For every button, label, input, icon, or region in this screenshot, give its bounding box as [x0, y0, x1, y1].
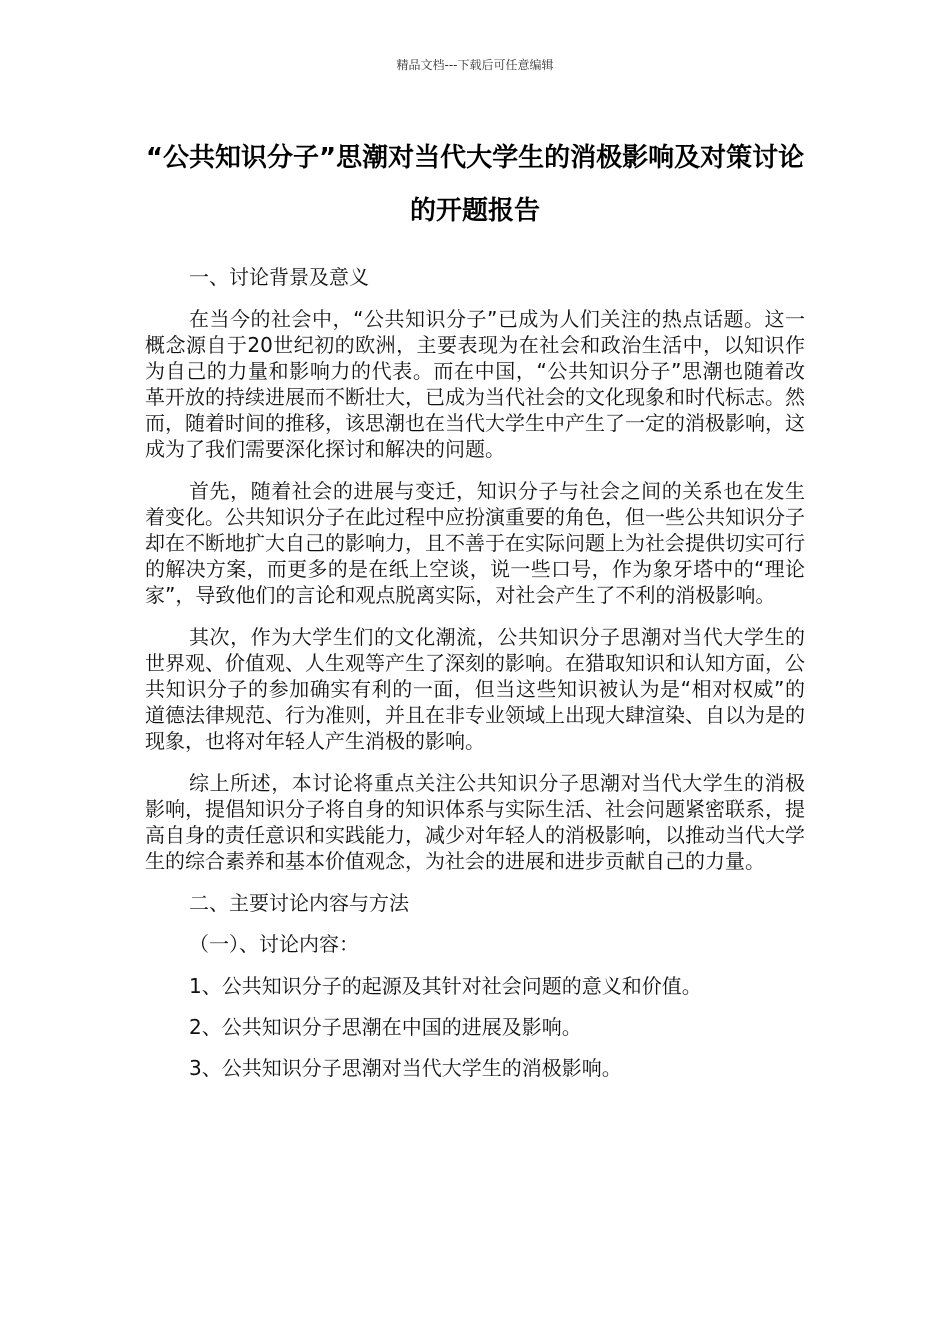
list-item: 3、公共知识分子思潮对当代大学生的消极影响。 — [189, 1056, 622, 1080]
section-heading-content-method: 二、主要讨论内容与方法 — [189, 891, 409, 915]
section-heading-background: 一、讨论背景及意义 — [189, 265, 369, 289]
list-item: 1、公共知识分子的起源及其针对社会问题的意义和价值。 — [189, 974, 702, 998]
page-header: 精品文档---下载后可任意编辑 — [396, 58, 554, 72]
paragraph-first-point: 首先，随着社会的进展与变迁，知识分子与社会之间的关系也在发生着变化。公共知识分子在此过程中应扮演重要的角色，但一些公共知识分子却在不断地扩大自己的影响力，且不善于在实际问题上为社会提供切实可行的解决方案，而更多的是在纸上空谈，说一些口号，作为象牙塔中的“理论家”，导致他们的言论和观点脱离实际，对社会产生了不利的消极影响。 — [145, 479, 805, 607]
paragraph-background: 在当今的社会中，“公共知识分子”已成为人们关注的热点话题。这一概念源自于20世纪初的欧洲，主要表现为在社会和政治生活中，以知识作为自己的力量和影响力的代表。而在中国，“公共知识分子”思潮也随着改革开放的持续进展而不断壮大，已成为当代社会的文化现象和时代标志。然而，随着时间的推移，该思潮也在当代大学生中产生了一定的消极影响，这成为了我们需要深化探讨和解决的问题。 — [145, 307, 805, 461]
list-item: 2、公共知识分子思潮在中国的进展及影响。 — [189, 1015, 582, 1039]
document-title: “公共知识分子”思潮对当代大学生的消极影响及对策讨论的开题报告 — [145, 143, 805, 226]
sub-heading-research-content: （一）、讨论内容： — [189, 932, 359, 956]
document-body — [145, 264, 805, 1082]
paragraph-second-point: 其次，作为大学生们的文化潮流，公共知识分子思潮对当代大学生的世界观、价值观、人生观等产生了深刻的影响。在猎取知识和认知方面，公共知识分子的参加确实有利的一面，但当这些知识被认为是“相对权威”的道德法律规范、行为准则，并且在非专业领域上出现大肆渲染、自以为是的现象，也将对年轻人产生消极的影响。 — [145, 625, 805, 753]
paragraph-summary: 综上所述，本讨论将重点关注公共知识分子思潮对当代大学生的消极影响，提倡知识分子将自身的知识体系与实际生活、社会问题紧密联系，提高自身的责任意识和实践能力，减少对年轻人的消极影响，以推动当代大学生的综合素养和基本价值观念，为社会的进展和进步贡献自己的力量。 — [145, 771, 805, 873]
